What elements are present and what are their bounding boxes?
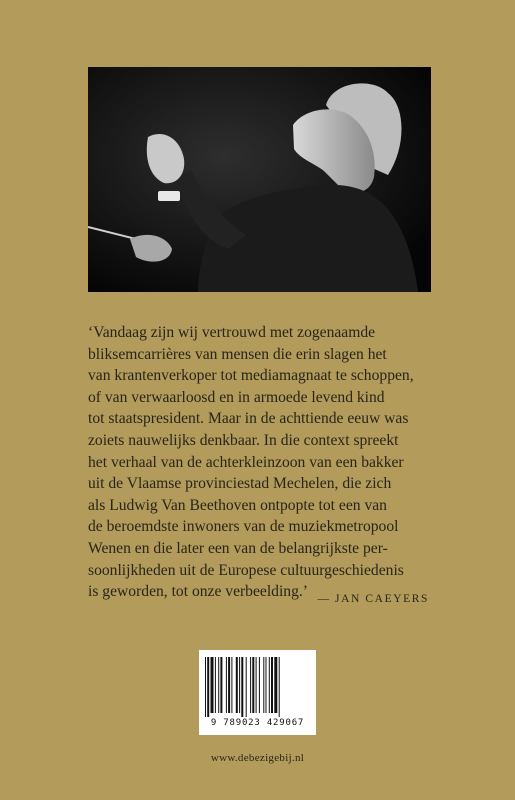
quote-line: bliksemcarrières van mensen die erin slagen het bbox=[88, 345, 387, 363]
quote-line: ‘Vandaag zijn wij vertrouwd met zogenaamde bbox=[88, 324, 376, 341]
barcode-icon bbox=[205, 657, 310, 717]
quote-line: Wenen en die later een van de belangrijkste per- bbox=[88, 539, 388, 557]
isbn-number: 9 789023 429067 bbox=[210, 718, 305, 728]
quote-line: tot staatspresident. Maar in de achttiende eeuw was bbox=[88, 410, 409, 428]
quote-author: — JAN CAEYERS bbox=[317, 593, 429, 605]
barcode bbox=[199, 650, 316, 735]
quote-line: is geworden, tot onze verbeelding.’ bbox=[88, 583, 308, 601]
quote-line: zoiets nauwelijks denkbaar. In die context spreekt bbox=[88, 431, 399, 449]
publisher-website: www.debezigebij.nl bbox=[210, 752, 305, 764]
quote-line: soonlijkheden uit de Europese cultuurgeschiedenis bbox=[88, 561, 404, 579]
quote-line: de beroemdste inwoners van de muziekmetropool bbox=[88, 518, 399, 536]
quote-line: van krantenverkoper tot mediamagnaat te schoppen, bbox=[88, 367, 414, 385]
quote-line: of van verwaarloosd en in armoede levend kind bbox=[88, 388, 385, 406]
quote-line: het verhaal van de achterkleinzoon van een bakker bbox=[88, 453, 404, 471]
conductor-photo bbox=[88, 67, 431, 292]
quote-line: als Ludwig Van Beethoven ontpopte tot een van bbox=[88, 496, 387, 514]
quote-line: uit de Vlaamse provinciestad Mechelen, die zich bbox=[88, 475, 392, 493]
quote-text bbox=[88, 322, 433, 603]
conductor-photo-icon bbox=[88, 67, 431, 292]
